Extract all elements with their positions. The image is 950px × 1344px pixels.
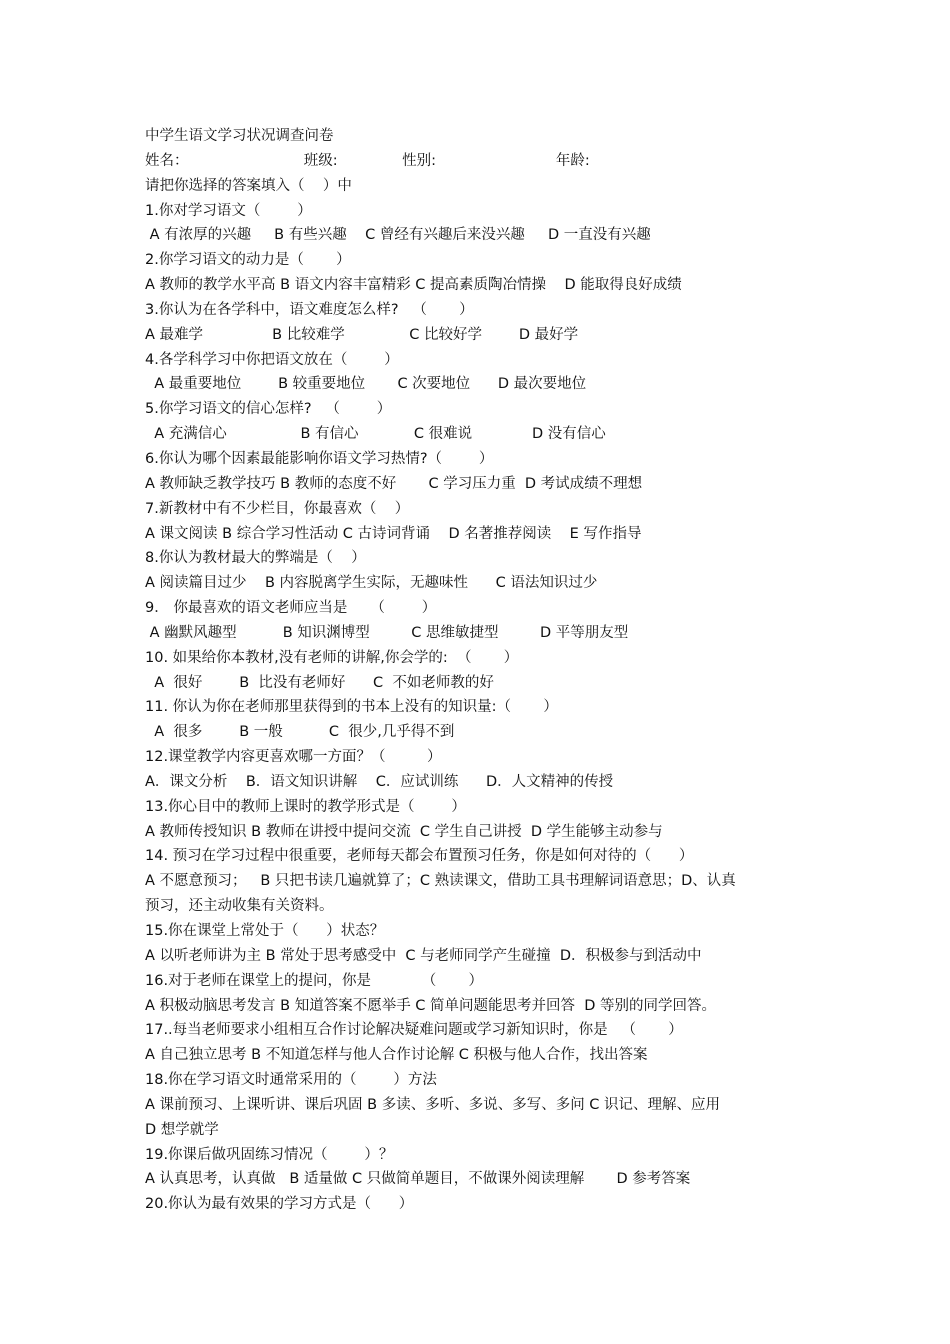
text-line: A 阅读篇目过少 B 内容脱离学生实际，无趣味性 C 语法知识过少	[145, 575, 598, 592]
text-line: A 课文阅读 B 综合学习性活动 C 古诗词背诵 D 名著推荐阅读 E 写作指导	[145, 525, 642, 542]
text-line: A 以听老师讲为主 B 常处于思考感受中 C 与老师同学产生碰撞 D．积极参与到活动中	[145, 947, 702, 964]
text-line: A 课前预习、上课听讲、课后巩固 B 多读、多听、多说、多写、多问 C 识记、理解、应用	[145, 1096, 721, 1113]
text-line: A 很好 B 比没有老师好 C 不如老师教的好	[145, 674, 494, 691]
text-line: 预习，还主动收集有关资料。	[145, 898, 334, 915]
text-line: A 不愿意预习； B 只把书读几遍就算了；C 熟读课文，借助工具书理解词语意思；D、认真	[145, 873, 736, 890]
document-title: 中学生语文学习状况调查问卷	[145, 128, 334, 144]
text-line: 19.你课后做巩固练习情况（ ）？	[145, 1146, 394, 1163]
text-line: A 很多 B 一般 C 很少,几乎得不到	[145, 724, 455, 741]
text-line: 8.你认为教材最大的弊端是（ ）	[145, 550, 366, 567]
text-line: A 最难学 B 比较难学 C 比较好学 D 最好学	[145, 326, 579, 343]
text-line: 3.你认为在各学科中，语文难度怎么样? （ ）	[145, 301, 474, 318]
questionnaire-body	[145, 124, 825, 1217]
instruction-line: 请把你选择的答案填入（ ）中	[145, 177, 352, 194]
text-line: 17..每当老师要求小组相互合作讨论解决疑难问题或学习新知识时，你是 （ ）	[145, 1022, 683, 1039]
text-line: A 教师的教学水平高 B 语文内容丰富精彩 C 提高素质陶冶情操 D 能取得良好成绩	[145, 277, 682, 294]
text-line: 5.你学习语文的信心怎样? （ ）	[145, 401, 392, 418]
text-line: A 积极动脑思考发言 B 知道答案不愿举手 C 简单问题能思考并回答 D 等别的同学回答。	[145, 997, 717, 1014]
text-line: 9． 你最喜欢的语文老师应当是 （ ）	[145, 600, 437, 617]
text-line: A 充满信心 B 有信心 C 很难说 D 没有信心	[145, 426, 606, 443]
text-line: 14. 预习在学习过程中很重要，老师每天都会布置预习任务，你是如何对待的（ ）	[145, 848, 694, 865]
text-line: 18.你在学习语文时通常采用的（ ）方法	[145, 1072, 437, 1089]
text-line: A 教师传授知识 B 教师在讲授中提问交流 C 学生自己讲授 D 学生能够主动参与	[145, 823, 663, 840]
text-line: 16.对于老师在课堂上的提问，你是 （ ）	[145, 972, 484, 989]
text-line: 1.你对学习语文（ ）	[145, 202, 312, 219]
text-line: 15.你在课堂上常处于（ ）状态？	[145, 923, 385, 939]
text-line: 6.你认为哪个因素最能影响你语文学习热情?（ ）	[145, 450, 494, 467]
text-line: A 有浓厚的兴趣 B 有些兴趣 C 曾经有兴趣后来没兴趣 D 一直没有兴趣	[145, 227, 651, 244]
text-line: A 最重要地位 B 较重要地位 C 次要地位 D 最次要地位	[145, 376, 587, 393]
text-line: 12.课堂教学内容更喜欢哪一方面？（ ）	[145, 749, 442, 766]
text-line: A 自己独立思考 B 不知道怎样与他人合作讨论解 C 积极与他人合作，找出答案	[145, 1047, 648, 1064]
text-line: 7.新教材中有不少栏目，你最喜欢（ ）	[145, 500, 410, 517]
text-line: 11. 你认为你在老师那里获得到的书本上没有的知识量:（ ）	[145, 699, 558, 716]
text-line: A．课文分析 B．语文知识讲解 C．应试训练 D．人文精神的传授	[145, 773, 614, 790]
text-line: A 教师缺乏教学技巧 B 教师的态度不好 C 学习压力重 D 考试成绩不理想	[145, 475, 643, 492]
text-line: D 想学就学	[145, 1121, 219, 1138]
text-line: 2.你学习语文的动力是（ ）	[145, 252, 351, 269]
text-line: A 认真思考，认真做 B 适量做 C 只做简单题目，不做课外阅读理解 D 参考答案	[145, 1171, 691, 1188]
text-line: A 幽默风趣型 B 知识渊博型 C 思维敏捷型 D 平等朋友型	[145, 624, 629, 641]
text-line: 4.各学科学习中你把语文放在（ ）	[145, 351, 399, 368]
text-line: 10. 如果给你本教材,没有老师的讲解,你会学的: （ ）	[145, 649, 519, 666]
student-info-line: 姓名： 班级: 性别: 年龄:	[145, 152, 590, 169]
text-line: 20.你认为最有效果的学习方式是（ ）	[145, 1196, 414, 1213]
text-line: 13.你心目中的教师上课时的教学形式是（ ）	[145, 798, 466, 815]
